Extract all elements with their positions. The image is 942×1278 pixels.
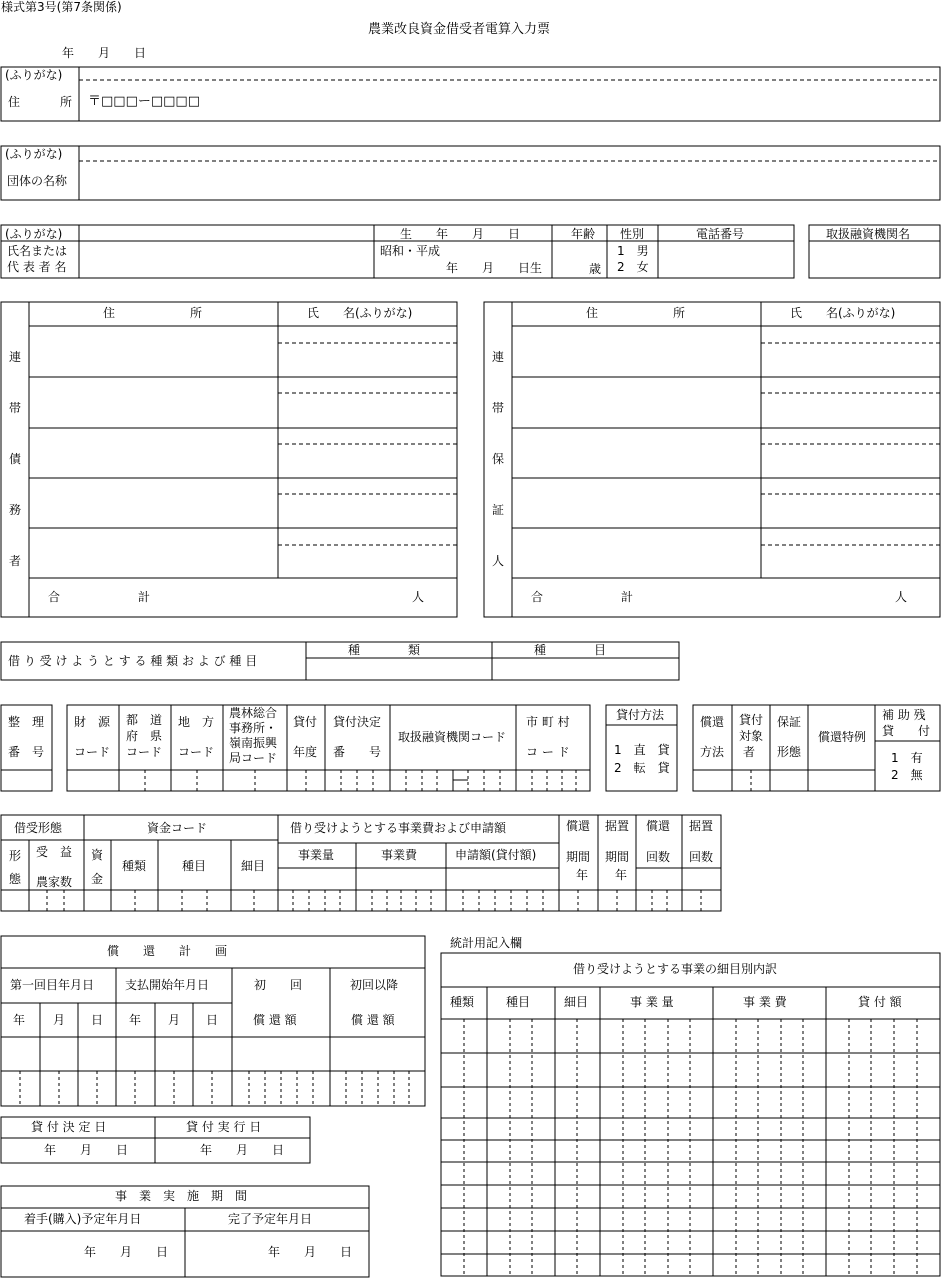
pref-3: コード bbox=[126, 745, 163, 759]
stats-volume: 事 業 量 bbox=[630, 995, 674, 1009]
seiri-2: 番 号 bbox=[8, 745, 45, 759]
after-first-label: 初回以降 bbox=[350, 978, 399, 992]
fund-item: 種目 bbox=[182, 859, 207, 873]
shikin-b: 金 bbox=[91, 872, 104, 886]
date-line: 年 月 日 bbox=[62, 46, 147, 60]
project-volume: 事業量 bbox=[298, 848, 335, 862]
form-title: 農業改良資金借受者電算入力票 bbox=[368, 22, 551, 37]
repay-count-1: 償還 bbox=[646, 819, 671, 833]
jd-side-5: 者 bbox=[9, 554, 22, 568]
fund-detail: 細目 bbox=[241, 859, 266, 873]
org-furigana-label: (ふりがな) bbox=[5, 147, 63, 161]
loan-type-header: 種 類 bbox=[348, 643, 421, 657]
zaigen-2: コード bbox=[74, 745, 111, 759]
jd-addr-b: 所 bbox=[190, 306, 203, 320]
loan-execution-ymd: 年 月 日 bbox=[200, 1143, 285, 1157]
form-id: 様式第3号(第7条関係) bbox=[1, 0, 122, 14]
repay-method-1: 償還 bbox=[700, 715, 725, 729]
jd-side-4: 務 bbox=[9, 503, 22, 517]
subsidy-yes: 1 有 bbox=[891, 751, 923, 765]
year-2: 年度 bbox=[293, 745, 318, 759]
guarantee-1: 保証 bbox=[777, 715, 802, 729]
method-direct: 1 直 貸 bbox=[614, 743, 670, 757]
bank-name-label: 取扱融資機関名 bbox=[826, 227, 911, 241]
stats-item: 種目 bbox=[506, 995, 531, 1009]
jg-total-b: 計 bbox=[621, 590, 634, 604]
defer-count-1: 据置 bbox=[689, 819, 714, 833]
jd-side-1: 連 bbox=[9, 350, 22, 364]
jd-total-unit: 人 bbox=[412, 590, 425, 604]
address-furigana-label: (ふりがな) bbox=[5, 68, 63, 82]
jg-side-3: 保 bbox=[492, 452, 505, 466]
loan-type-label: 借 り 受 け よ う と す る 種 類 お よ び 種 目 bbox=[8, 654, 258, 668]
pref-1: 都 道 bbox=[126, 713, 163, 727]
project-request: 申請額(貸付額) bbox=[455, 848, 537, 862]
decision-1: 貸付決定 bbox=[333, 715, 382, 729]
loan-item-header: 種 目 bbox=[534, 643, 607, 657]
jd-addr-a: 住 bbox=[103, 306, 116, 320]
rp-y1: 年 bbox=[13, 1013, 26, 1027]
project-cost: 事業費 bbox=[381, 848, 418, 862]
subsidy-1: 補 助 残 bbox=[882, 708, 926, 722]
phone-label: 電話番号 bbox=[696, 227, 745, 241]
stats-caption: 統計用記入欄 bbox=[450, 936, 523, 950]
repay-period-3: 年 bbox=[576, 868, 589, 882]
guarantee-2: 形態 bbox=[777, 745, 802, 759]
repay-method-2: 方法 bbox=[700, 745, 725, 759]
sex-option-male: 1 男 bbox=[617, 244, 649, 258]
loan-execution-date-label: 貸 付 実 行 日 bbox=[186, 1120, 262, 1134]
rp-amount-first: 償 還 額 bbox=[253, 1013, 297, 1027]
jg-side-5: 人 bbox=[492, 554, 505, 568]
city-2: コ ー ド bbox=[526, 745, 570, 759]
fund-code-label: 資金コード bbox=[147, 821, 208, 835]
benef-1: 受 益 bbox=[36, 845, 73, 859]
jg-addr-b: 所 bbox=[673, 306, 686, 320]
rp-m2: 月 bbox=[168, 1013, 181, 1027]
zaigen-1: 財 源 bbox=[74, 715, 111, 729]
bank-code-label: 取扱融資機関コード bbox=[398, 730, 507, 744]
city-1: 市 町 村 bbox=[526, 715, 570, 729]
fund-form-b: 態 bbox=[9, 872, 22, 886]
office-4: 局コード bbox=[229, 751, 278, 765]
period-start-ymd: 年 月 日 bbox=[84, 1245, 169, 1259]
loan-decision-ymd: 年 月 日 bbox=[44, 1143, 129, 1157]
office-2: 事務所・ bbox=[229, 721, 278, 735]
birth-label: 生 年 月 日 bbox=[400, 227, 521, 241]
birth-ymd: 年 月 日生 bbox=[446, 261, 543, 275]
jg-total-a: 合 bbox=[531, 590, 544, 604]
seiri-1: 整 理 bbox=[8, 715, 45, 729]
org-name-label: 団体の名称 bbox=[7, 174, 68, 188]
jd-name-header: 氏 名(ふりがな) bbox=[307, 306, 413, 320]
office-1: 農林総合 bbox=[229, 706, 278, 720]
subsidy-2: 貸 付 bbox=[882, 724, 931, 738]
joint-guarantor-box bbox=[484, 302, 940, 617]
first-label: 初 回 bbox=[254, 978, 303, 992]
target-1: 貸付 bbox=[739, 713, 764, 727]
first-date-label: 第一回目年月日 bbox=[10, 978, 95, 992]
stats-cost: 事 業 費 bbox=[743, 995, 787, 1009]
stats-detail: 細目 bbox=[564, 995, 589, 1009]
postal-code-field[interactable]: 〒□□□ー□□□□ bbox=[88, 94, 200, 109]
era-label: 昭和・平成 bbox=[380, 244, 441, 258]
year-1: 貸付 bbox=[293, 715, 318, 729]
project-label: 借り受けようとする事業費および申請額 bbox=[290, 821, 507, 835]
age-unit: 歳 bbox=[589, 262, 602, 276]
jd-side-3: 債 bbox=[9, 452, 22, 466]
person-furigana-label: (ふりがな) bbox=[5, 227, 63, 241]
stats-kind: 種類 bbox=[450, 995, 475, 1009]
org-box bbox=[1, 146, 940, 200]
jd-total-a: 合 bbox=[48, 590, 61, 604]
period-start-label: 着手(購入)予定年月日 bbox=[24, 1212, 142, 1226]
jg-side-1: 連 bbox=[492, 350, 505, 364]
jg-total-unit: 人 bbox=[895, 590, 908, 604]
start-date-label: 支払開始年月日 bbox=[125, 978, 210, 992]
jd-total-b: 計 bbox=[138, 590, 151, 604]
rp-d1: 日 bbox=[91, 1013, 104, 1027]
sex-label: 性別 bbox=[620, 227, 645, 241]
rp-amount-after: 償 還 額 bbox=[351, 1013, 395, 1027]
address-label-b: 所 bbox=[60, 95, 73, 109]
jg-side-4: 証 bbox=[492, 503, 505, 517]
subsidy-no: 2 無 bbox=[891, 768, 923, 782]
shikin-a: 資 bbox=[91, 848, 104, 862]
joint-debtor-box bbox=[1, 302, 457, 617]
jg-side-2: 帯 bbox=[492, 401, 505, 415]
repay-plan-title: 償 還 計 画 bbox=[107, 944, 228, 958]
rp-d2: 日 bbox=[206, 1013, 219, 1027]
jg-addr-a: 住 bbox=[586, 306, 599, 320]
target-2: 対象 bbox=[739, 729, 764, 743]
method-label: 貸付方法 bbox=[616, 708, 665, 722]
local-2: コード bbox=[178, 745, 215, 759]
rp-y2: 年 bbox=[129, 1013, 142, 1027]
defer-period-1: 据置 bbox=[605, 819, 630, 833]
sex-option-female: 2 女 bbox=[617, 260, 649, 274]
repay-period-2: 期間 bbox=[566, 850, 591, 864]
stats-title: 借り受けようとする事業の細目別内訳 bbox=[573, 962, 778, 976]
name-label-2: 代 表 者 名 bbox=[7, 260, 67, 274]
fund-kind: 種類 bbox=[122, 859, 147, 873]
age-label: 年齢 bbox=[571, 227, 596, 241]
fund-form-a: 形 bbox=[9, 849, 22, 863]
stats-loan: 貸 付 額 bbox=[858, 995, 902, 1009]
benef-2: 農家数 bbox=[36, 875, 73, 889]
period-end-ymd: 年 月 日 bbox=[268, 1245, 353, 1259]
name-label-1: 氏名または bbox=[7, 244, 68, 258]
period-end-label: 完了予定年月日 bbox=[228, 1212, 313, 1226]
pref-2: 府 県 bbox=[126, 729, 163, 743]
method-indirect: 2 転 貸 bbox=[614, 761, 670, 775]
defer-period-3: 年 bbox=[615, 868, 628, 882]
special-label: 償還特例 bbox=[818, 730, 867, 744]
rp-m1: 月 bbox=[53, 1013, 66, 1027]
defer-count-2: 回数 bbox=[689, 850, 714, 864]
local-1: 地 方 bbox=[178, 715, 215, 729]
fund-form-label: 借受形態 bbox=[14, 821, 63, 835]
loan-decision-date-label: 貸 付 決 定 日 bbox=[31, 1120, 107, 1134]
jd-side-2: 帯 bbox=[9, 401, 22, 415]
repay-period-1: 償還 bbox=[566, 819, 591, 833]
repay-count-2: 回数 bbox=[646, 850, 671, 864]
jg-name-header: 氏 名(ふりがな) bbox=[790, 306, 896, 320]
office-3: 嶺南振興 bbox=[229, 736, 278, 750]
target-3: 者 bbox=[743, 745, 756, 759]
address-label-a: 住 bbox=[8, 95, 21, 109]
decision-2: 番 号 bbox=[333, 745, 382, 759]
defer-period-2: 期間 bbox=[605, 850, 630, 864]
period-title: 事 業 実 施 期 間 bbox=[115, 1189, 248, 1203]
